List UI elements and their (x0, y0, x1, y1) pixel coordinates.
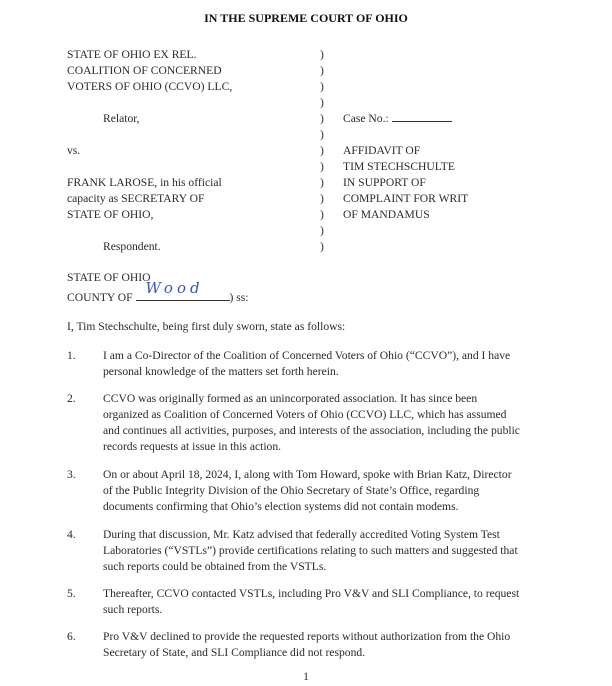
paragraph-line: personal knowledge of the matters set forth herein. (103, 365, 339, 378)
caption-paren: ) (320, 128, 324, 141)
caption-paren: ) (320, 224, 324, 237)
paragraph-text (103, 629, 510, 661)
paragraph-number: 3. (67, 468, 76, 481)
court-title: IN THE SUPREME COURT OF OHIO (204, 11, 408, 25)
case-number-blank (392, 121, 452, 122)
venue-county (67, 279, 249, 306)
document-title-line: TIM STECHSCHULTE (343, 160, 455, 173)
county-handwritten: Wood (145, 279, 204, 297)
respondent-line: STATE OF OHIO, (67, 208, 154, 221)
respondent-label: Respondent. (103, 240, 161, 253)
paragraph-text (103, 527, 518, 575)
paragraph-text (103, 586, 519, 618)
caption-paren: ) (320, 112, 324, 125)
caption-paren: ) (320, 192, 324, 205)
document-title-line: COMPLAINT FOR WRIT (343, 192, 469, 205)
paragraph-line: CCVO was originally formed as an unincorporated association. It has since been (103, 392, 478, 405)
paragraph-line: On or about April 18, 2024, I, along with Tom Howard, spoke with Brian Katz, Director (103, 468, 512, 481)
paragraph-line: such reports could be obtained from the VSTLs. (103, 560, 327, 573)
intro-statement: I, Tim Stechschulte, being first duly sworn, state as follows: (67, 320, 346, 333)
paragraph-line: of the Public Integrity Division of the Ohio Secretary of State’s Office, regarding (103, 484, 480, 497)
venue-state: STATE OF OHIO (67, 271, 151, 284)
case-number (343, 111, 452, 127)
relator-line: STATE OF OHIO EX REL. (67, 48, 197, 61)
paragraph-line: I am a Co-Director of the Coalition of Concerned Voters of Ohio (“CCVO”), and I have (103, 349, 511, 362)
document-title-line: AFFIDAVIT OF (343, 144, 421, 157)
relator-label: Relator, (103, 112, 140, 125)
caption-paren: ) (320, 96, 324, 109)
page-number: 1 (303, 670, 309, 683)
caption-paren: ) (320, 208, 324, 221)
relator-line: COALITION OF CONCERNED (67, 64, 222, 77)
ss-label: ) ss: (229, 291, 249, 304)
respondent-line: FRANK LAROSE, in his official (67, 176, 222, 189)
paragraph-line: Secretary of State, and SLI Compliance did not respond. (103, 646, 366, 659)
county-blank (136, 279, 230, 301)
document-title-line: IN SUPPORT OF (343, 176, 426, 189)
paragraph-line: documents confirming that Ohio’s election systems did not contain modems. (103, 500, 459, 513)
paragraph-text (103, 348, 510, 380)
paragraph-number: 1. (67, 349, 76, 362)
respondent-line: capacity as SECRETARY OF (67, 192, 205, 205)
caption-paren: ) (320, 64, 324, 77)
paragraph-line: records requests at issue in this action. (103, 440, 282, 453)
paragraph-number: 4. (67, 528, 76, 541)
paragraph-line: and continues all activities, purposes, and interests of the association, including the public (103, 424, 520, 437)
paragraph-number: 6. (67, 630, 76, 643)
paragraph-line: such reports. (103, 603, 163, 616)
caption-paren: ) (320, 240, 324, 253)
vs-label: vs. (67, 144, 81, 157)
paragraph-line: Laboratories (“VSTLs”) provide certifications relating to such matters and suggested that (103, 544, 518, 557)
paragraph-text (103, 391, 520, 455)
paragraph-line: Pro V&V declined to provide the requested reports without authorization from the Ohio (103, 630, 511, 643)
caption-paren: ) (320, 176, 324, 189)
caption-paren: ) (320, 144, 324, 157)
caption-paren: ) (320, 48, 324, 61)
paragraph-line: During that discussion, Mr. Katz advised that federally accredited Voting System Test (103, 528, 500, 541)
caption-paren: ) (320, 160, 324, 173)
paragraph-text (103, 467, 512, 515)
relator-line: VOTERS OF OHIO (CCVO) LLC, (67, 80, 233, 93)
caption-paren: ) (320, 80, 324, 93)
paragraph-line: Thereafter, CCVO contacted VSTLs, including Pro V&V and SLI Compliance, to request (103, 587, 520, 600)
case-number-label: Case No.: (343, 112, 389, 125)
county-label: COUNTY OF (67, 291, 133, 304)
paragraph-line: organized as Coalition of Concerned Voters of Ohio (CCVO) LLC, which has assumed (103, 408, 507, 421)
paragraph-number: 5. (67, 587, 76, 600)
paragraph-number: 2. (67, 392, 76, 405)
document-title-line: OF MANDAMUS (343, 208, 430, 221)
